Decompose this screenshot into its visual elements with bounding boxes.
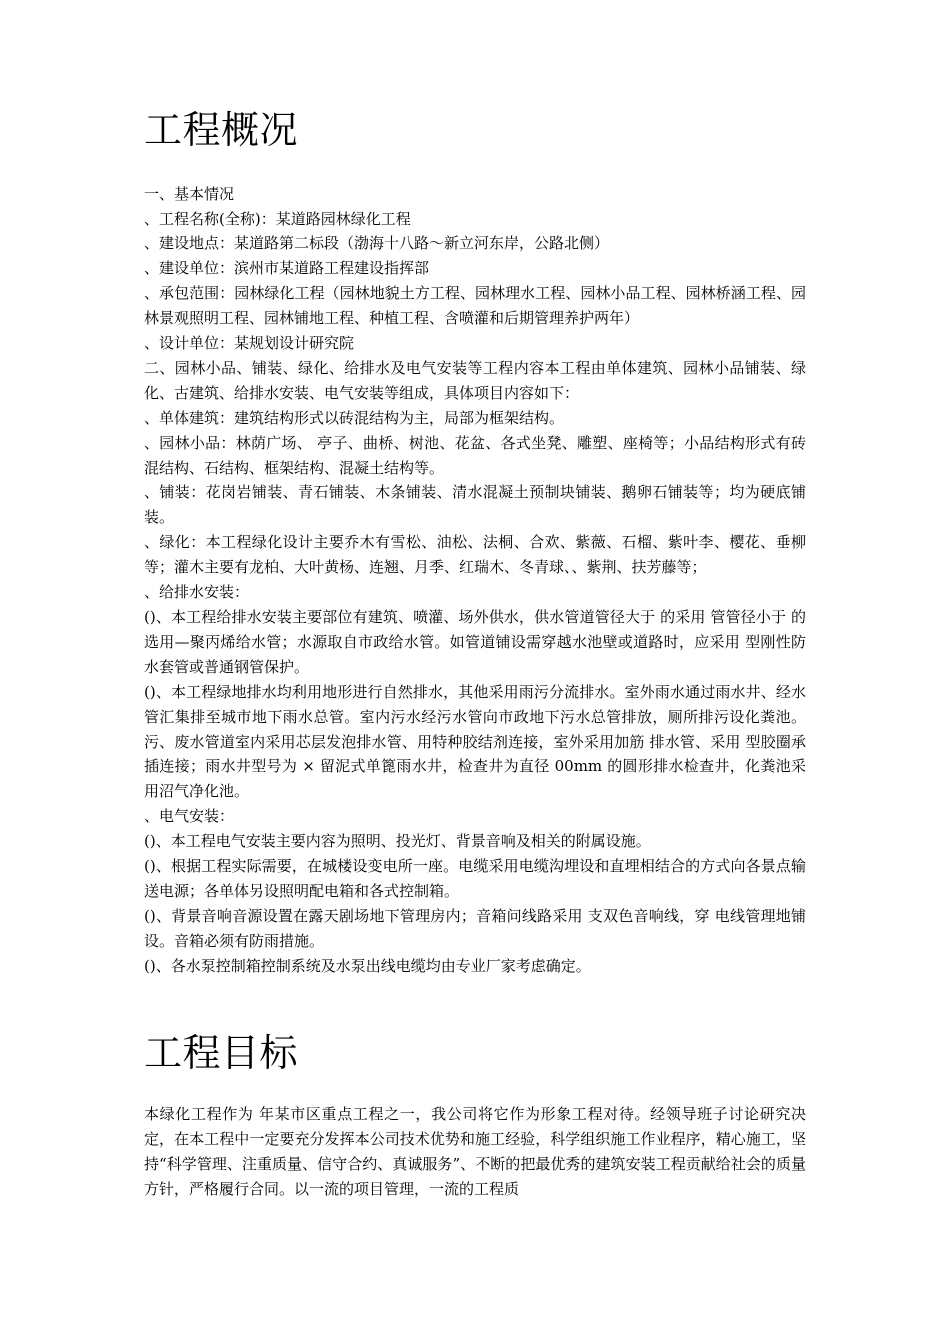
paragraph: 本绿化工程作为 年某市区重点工程之一，我公司将它作为形象工程对待。经领导班子讨论研究决定，在本工程中一定要充分发挥本公司技术优势和施工经验，科学组织施工作业程序，精心施工，坚持“科学管理、注重质量、信守合约、真诚服务”、不断的把最优秀的建筑安装工程贡献给社会的质量方针，严格履行合同。以一流的项目管理，一流的工程质 xyxy=(144,1105,806,1198)
paragraph: 、园林小品：林荫广场、 亭子、曲桥、树池、花盆、各式坐凳、雕塑、座椅等；小品结构形式有砖混结构、石结构、框架结构、混凝土结构等。 xyxy=(144,433,806,477)
paragraph: 、承包范围：园林绿化工程（园林地貌土方工程、园林理水工程、园林小品工程、园林桥涵工程、园林景观照明工程、园林铺地工程、种植工程、含喷灌和后期管理养护两年） xyxy=(144,284,806,328)
paragraph: 一、基本情况 xyxy=(144,184,235,203)
paragraph: 、铺装：花岗岩铺装、青石铺装、木条铺装、清水混凝土预制块铺装、鹅卵石铺装等；均为硬底铺装。 xyxy=(144,483,806,527)
section-body-goals xyxy=(144,1102,806,1202)
paragraph: 、给排水安装： xyxy=(144,583,250,602)
paragraph: 、工程名称(全称)：某道路园林绿化工程 xyxy=(144,209,411,228)
paragraph: 、设计单位：某规划设计研究院 xyxy=(144,334,355,353)
paragraph: ()、本工程电气安装主要内容为照明、投光灯、背景音响及相关的附属设施。 xyxy=(144,832,651,851)
paragraph: 、建设单位：滨州市某道路工程建设指挥部 xyxy=(144,259,430,278)
paragraph: ()、各水泵控制箱控制系统及水泵出线电缆均由专业厂家考虑确定。 xyxy=(144,956,591,975)
paragraph: 、绿化：本工程绿化设计主要乔木有雪松、油松、法桐、合欢、紫薇、石榴、紫叶李、樱花、垂柳等；灌木主要有龙柏、大叶黄杨、连翘、月季、红瑞木、冬青球、、紫荆、扶芳藤等； xyxy=(144,533,806,577)
paragraph: 、单体建筑：建筑结构形式以砖混结构为主，局部为框架结构。 xyxy=(144,408,565,427)
section-title-overview: 工程概况 xyxy=(144,108,299,152)
paragraph: ()、背景音响音源设置在露天剧场地下管理房内；音箱问线路采用 支双色音响线，穿 电线管理地铺设。音箱必须有防雨措施。 xyxy=(144,906,806,950)
paragraph: ()、本工程给排水安装主要部位有建筑、喷灌、场外供水，供水管道管径大于 的采用 管管径小于 的选用—聚丙烯给水管；水源取自市政给水管。如管道铺设需穿越水池壁或道路时，应采用 型刚性防水套管或普通钢管保护。 xyxy=(144,608,806,676)
paragraph: 二、园林小品、铺装、绿化、给排水及电气安装等工程内容本工程由单体建筑、园林小品铺装、绿化、古建筑、给排水安装、电气安装等组成，具体项目内容如下： xyxy=(144,358,806,402)
section-title-goals: 工程目标 xyxy=(144,1030,299,1075)
paragraph: ()、本工程绿地排水均利用地形进行自然排水，其他采用雨污分流排水。室外雨水通过雨水井、经水管汇集排至城市地下雨水总管。室内污水经污水管向市政地下污水总管排放，厕所排污设化粪池。污、废水管道室内采用芯层发泡排水管、用特种胶结剂连接，室外采用加筋 排水管、采用 型胶圈承插连接；雨水井型号为 × 留泥式单篦雨水井，检查井为直径 00mm 的圆形排水检查井，化粪池采用沼气净化池。 xyxy=(144,682,806,801)
paragraph: ()、根据工程实际需要，在城楼设变电所一座。电缆采用电缆沟埋设和直埋相结合的方式向各景点输送电源；各单体另设照明配电箱和各式控制箱。 xyxy=(144,857,806,900)
section-body-overview xyxy=(144,182,806,979)
paragraph: 、建设地点：某道路第二标段（渤海十八路～新立河东岸，公路北侧） xyxy=(144,234,610,253)
paragraph: 、电气安装： xyxy=(144,807,235,826)
